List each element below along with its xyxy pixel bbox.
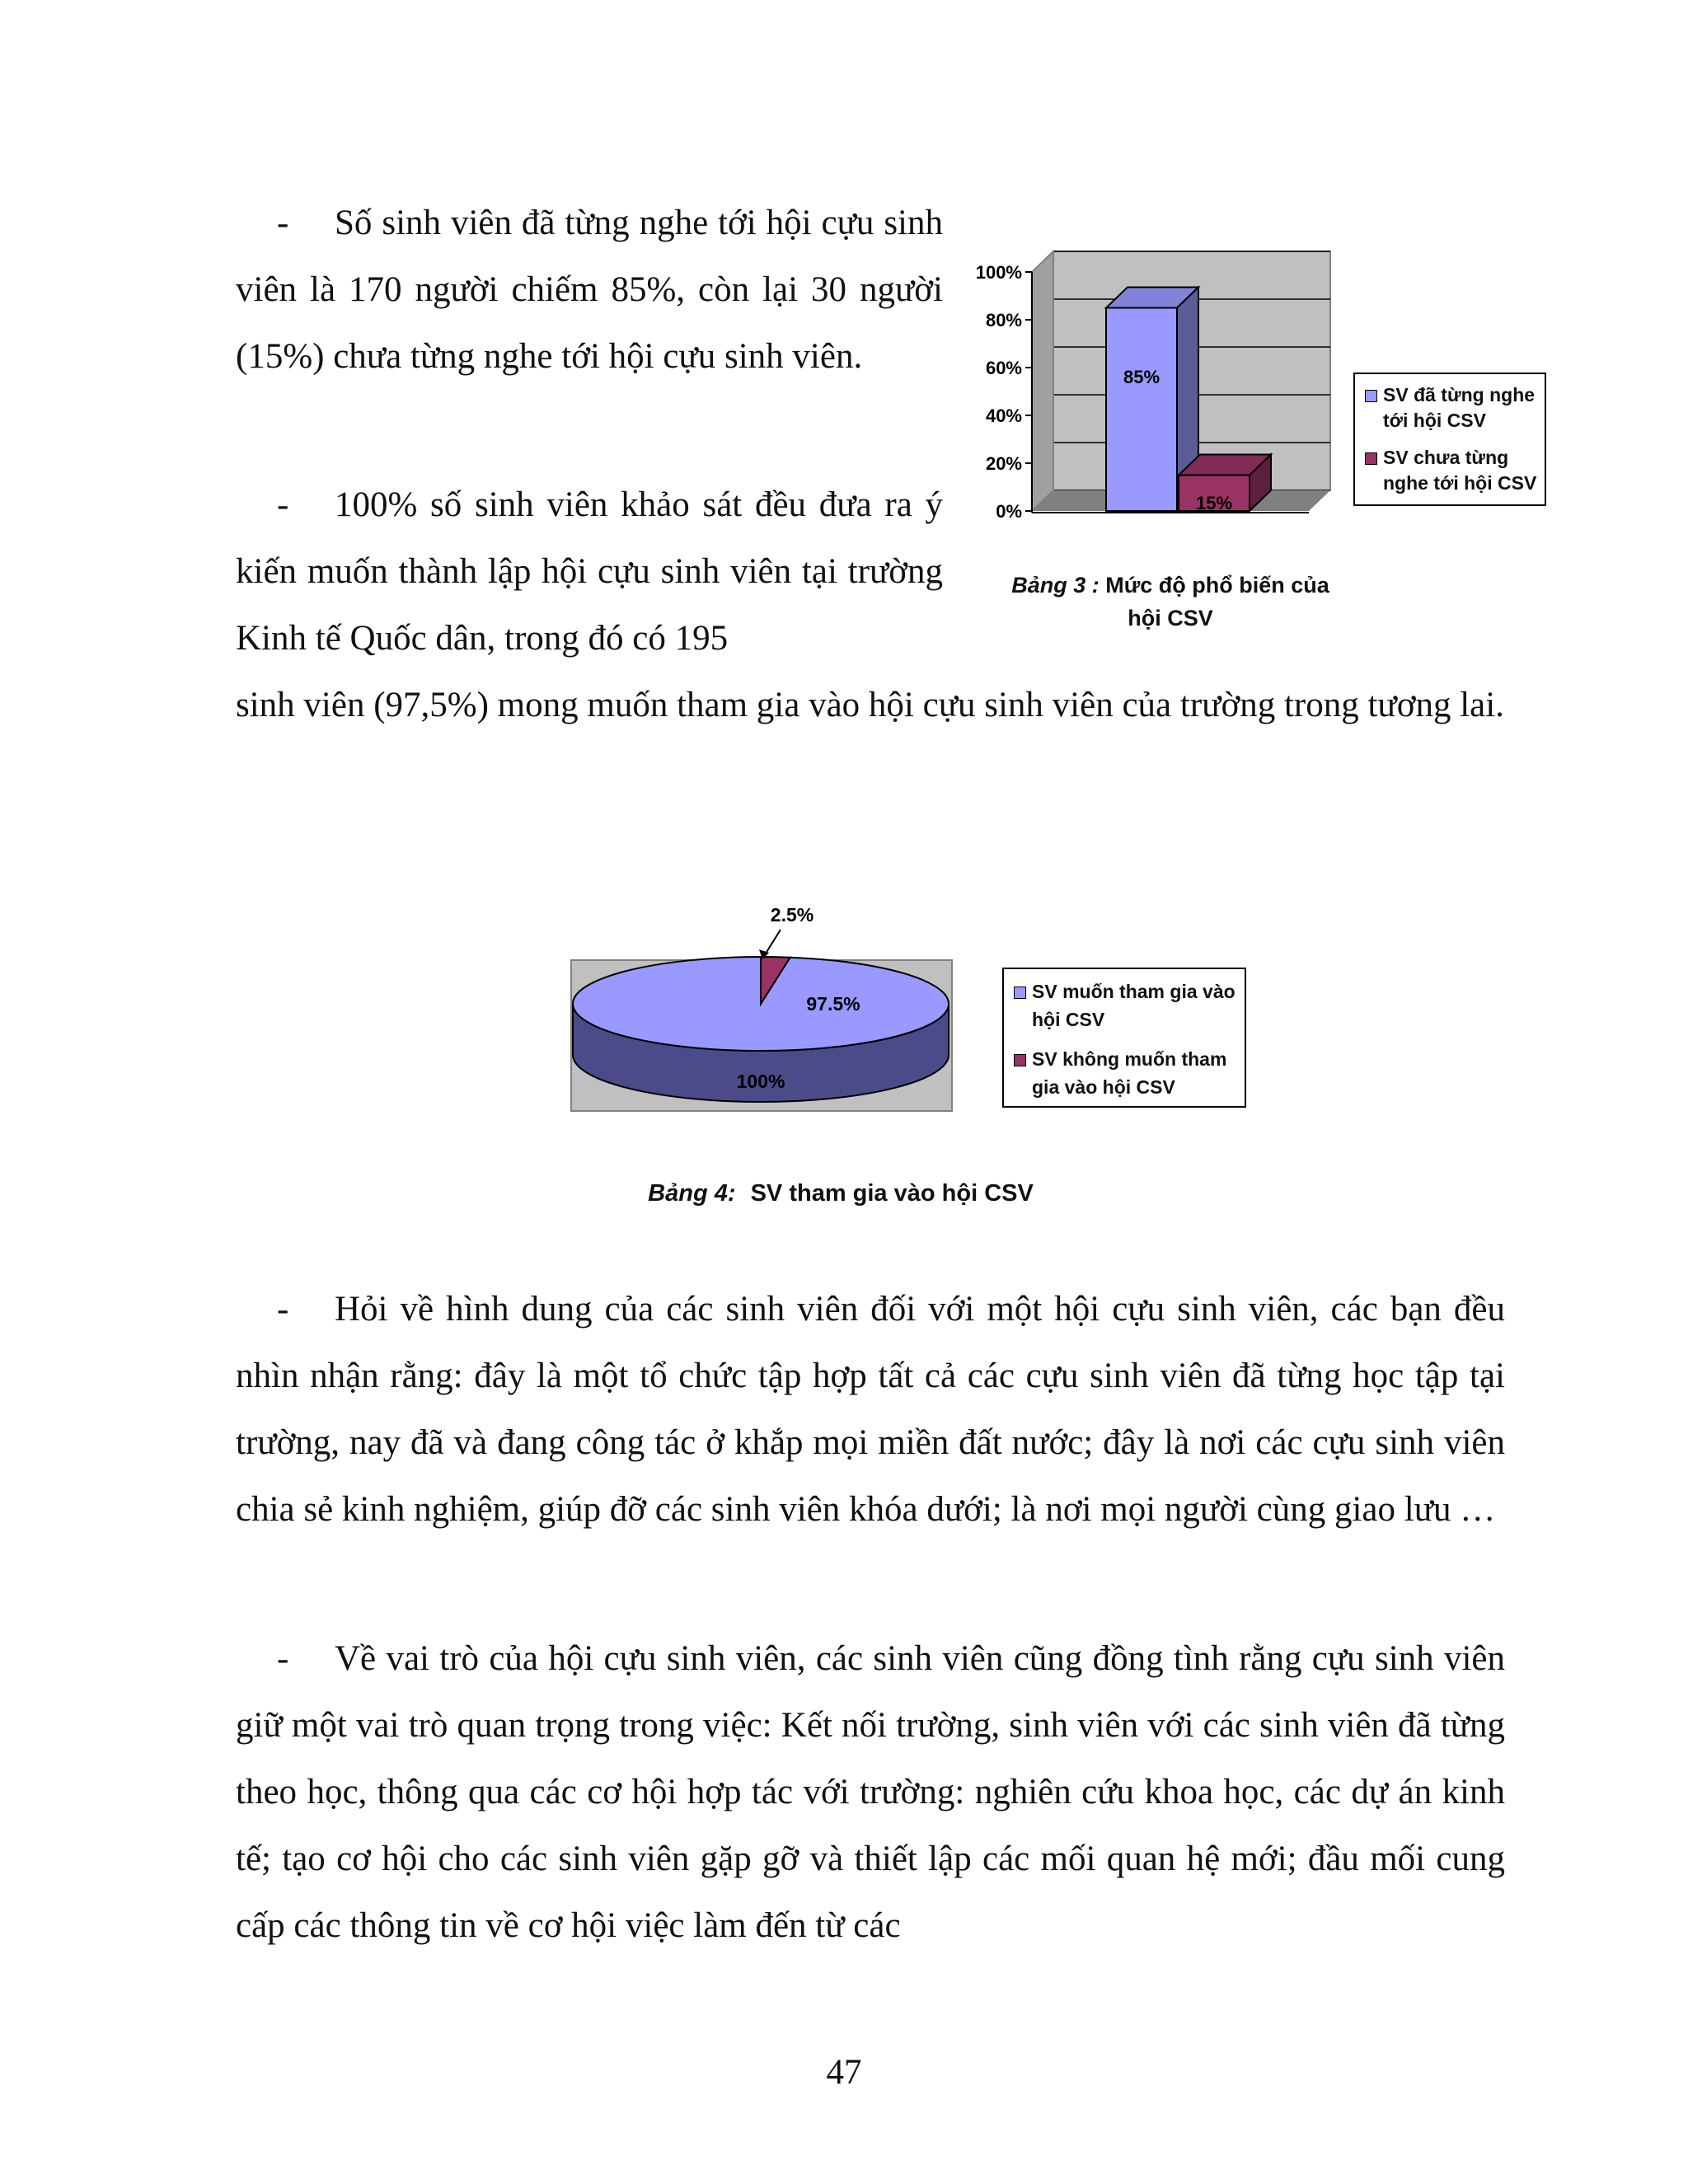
legend-label-2: SV không muốn tham gia vào hội CSV bbox=[1032, 1048, 1227, 1098]
legend-entry-1 bbox=[1365, 382, 1544, 434]
pie-chart-legend bbox=[1002, 968, 1246, 1108]
pie-chart-caption bbox=[577, 1177, 1104, 1210]
caption-label: Bảng 3 : bbox=[1011, 573, 1100, 598]
legend-entry-1 bbox=[1014, 977, 1242, 1033]
y-tick-label: 100% bbox=[975, 262, 1022, 283]
caption-label: Bảng 4: bbox=[648, 1180, 736, 1207]
legend-swatch bbox=[1365, 452, 1377, 465]
legend-entry-2 bbox=[1365, 445, 1552, 496]
paragraph-4 bbox=[236, 1625, 1505, 1959]
bullet-dash: - bbox=[277, 204, 289, 242]
y-tick-label: 60% bbox=[985, 358, 1022, 378]
legend-label-2: SV chưa từng nghe tới hội CSV bbox=[1383, 447, 1537, 494]
legend-swatch bbox=[1014, 987, 1026, 999]
paragraph-1 bbox=[236, 190, 943, 390]
paragraph-2-text-a: 100% số sinh viên khảo sát đều đưa ra ý kiến muốn thành lập hội cựu sinh viên tại trường Kinh tế Quốc dân, trong đó có 195 bbox=[236, 485, 943, 658]
pie-slices bbox=[573, 904, 949, 1102]
bullet-dash: - bbox=[277, 485, 289, 524]
paragraph-3 bbox=[236, 1276, 1505, 1543]
y-tick-label: 20% bbox=[985, 453, 1022, 474]
bar-chart-caption bbox=[1006, 569, 1335, 635]
y-tick-label: 0% bbox=[996, 501, 1022, 522]
bar-chart-legend bbox=[1353, 373, 1546, 506]
bar-data-label: 15% bbox=[1195, 493, 1233, 513]
plot-side-wall bbox=[1032, 251, 1053, 511]
pie-data-label: 2.5% bbox=[770, 904, 814, 926]
pie-chart bbox=[569, 898, 964, 1113]
legend-swatch bbox=[1365, 390, 1377, 402]
legend-entry-2 bbox=[1014, 1045, 1242, 1101]
y-tick-label: 80% bbox=[985, 310, 1022, 330]
paragraph-2-part-b bbox=[236, 672, 1505, 738]
bullet-dash: - bbox=[277, 1639, 289, 1678]
caption-text: Mức độ phổ biến của hội CSV bbox=[1105, 573, 1329, 630]
pie-data-label: 100% bbox=[736, 1071, 785, 1092]
y-tick-labels bbox=[976, 262, 1032, 522]
page-number: 47 bbox=[826, 2053, 862, 2092]
bullet-dash: - bbox=[277, 1290, 289, 1329]
paragraph-2-text-b: sinh viên (97,5%) mong muốn tham gia vào hội cựu sinh viên của trường trong tương lai. bbox=[236, 686, 1504, 724]
legend-label-1: SV đã từng nghe tới hội CSV bbox=[1383, 384, 1536, 431]
paragraph-3-text: Hỏi về hình dung của các sinh viên đối với một hội cựu sinh viên, các bạn đều nhìn nhận rằng: đây là một tổ chức tập hợp tất cả các cựu sinh viên đã từng học tập tại trường, nay đã và đang công tác ở khắp mọi miền đất nước; đây là nơi các cựu sinh viên chia sẻ kinh nghiệm, giúp đỡ các sinh viên khóa dưới; là nơi mọi người cùng giao lưu … bbox=[236, 1290, 1505, 1529]
legend-swatch bbox=[1014, 1054, 1026, 1066]
bar-2 bbox=[1179, 455, 1271, 514]
y-tick-label: 40% bbox=[985, 405, 1022, 426]
paragraph-2-part-a bbox=[236, 471, 943, 672]
pie-data-label: 97.5% bbox=[806, 993, 860, 1015]
legend-label-1: SV muốn tham gia vào hội CSV bbox=[1032, 981, 1236, 1030]
paragraph-1-text: Số sinh viên đã từng nghe tới hội cựu sinh viên là 170 người chiếm 85%, còn lại 30 người (15%) chưa từng nghe tới hội cựu sinh viên. bbox=[236, 204, 943, 376]
caption-text: SV tham gia vào hội CSV bbox=[750, 1180, 1034, 1207]
paragraph-4-text: Về vai trò của hội cựu sinh viên, các sinh viên cũng đồng tình rằng cựu sinh viên giữ một vai trò quan trọng trong việc: Kết nối trường, sinh viên với các sinh viên đã từng theo học, thông qua các cơ hội hợp tác với trường: nghiên cứu khoa học, các dự án kinh tế; tạo cơ hội cho các sinh viên gặp gỡ và thiết lập các mối quan hệ mới; đầu mối cung cấp các thông tin về cơ hội việc làm đến từ các bbox=[236, 1639, 1505, 1945]
bar-data-label: 85% bbox=[1123, 367, 1160, 387]
